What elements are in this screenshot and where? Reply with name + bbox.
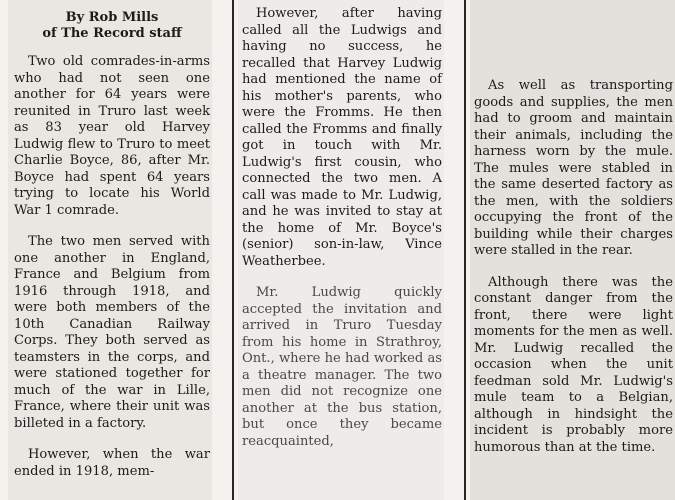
paragraph: Although there was the constant danger from the front, there were light moments for the men as well. Mr. Ludwig recalled the occasion when the unit feedman sold Mr. Ludwig's mule team to a Belgian, although in hindsight the incident is probably more humorous than at the time. [474,274,673,455]
byline-author: By Rob Mills [65,10,159,25]
paragraph: Mr. Ludwig quickly accepted the invitation and arrived in Truro Tuesday from his home in Strathroy, Ont., where he had worked as a theatre manager. The two men did not recognize one another at the bus station, but once they became reacquainted, [242,285,442,449]
paragraph: However, when the war ended in 1918, mem- [14,447,210,479]
column-divider [464,0,466,500]
article-column-2 [238,0,444,500]
column-divider [232,0,234,500]
paragraph: Two old comrades-in-arms who had not seen one another for 64 years were reunited in Truro last week as 83 year old Harvey Ludwig flew to Truro to meet Charlie Boyce, 86, after Mr. Boyce had spent 64 years trying to locate his World War 1 comrade. [14,54,210,218]
byline [14,10,210,42]
article-column-1 [8,0,212,500]
paragraph: The two men served with one another in England, France and Belgium from 1916 through 1918, and were both members of the 10th Canadian Railway Corps. They both served as teamsters in the corps, and were stationed together for much of the war in Lille, France, where their unit was billeted in a factory. [14,234,210,431]
paragraph: However, after having called all the Ludwigs and having no success, he recalled that Harvey Ludwig had mentioned the name of his mother's parents, who were the Fromms. He then called the Fromms and finally got in touch with Mr. Ludwig's first cousin, who connected the two men. A call was made to Mr. Ludwig, and he was invited to stay at the home of Mr. Boyce's (senior) son-in-law, Vince Weatherbee. [242,6,442,269]
byline-publication: of The Record staff [42,26,182,41]
article-column-3 [470,0,675,500]
paragraph: As well as transporting goods and supplies, the men had to groom and maintain their animals, including the harness worn by the mule. The mules were stabled in the same deserted factory as the men, with the soldiers occupying the front of the building while their charges were stalled in the rear. [474,78,673,258]
